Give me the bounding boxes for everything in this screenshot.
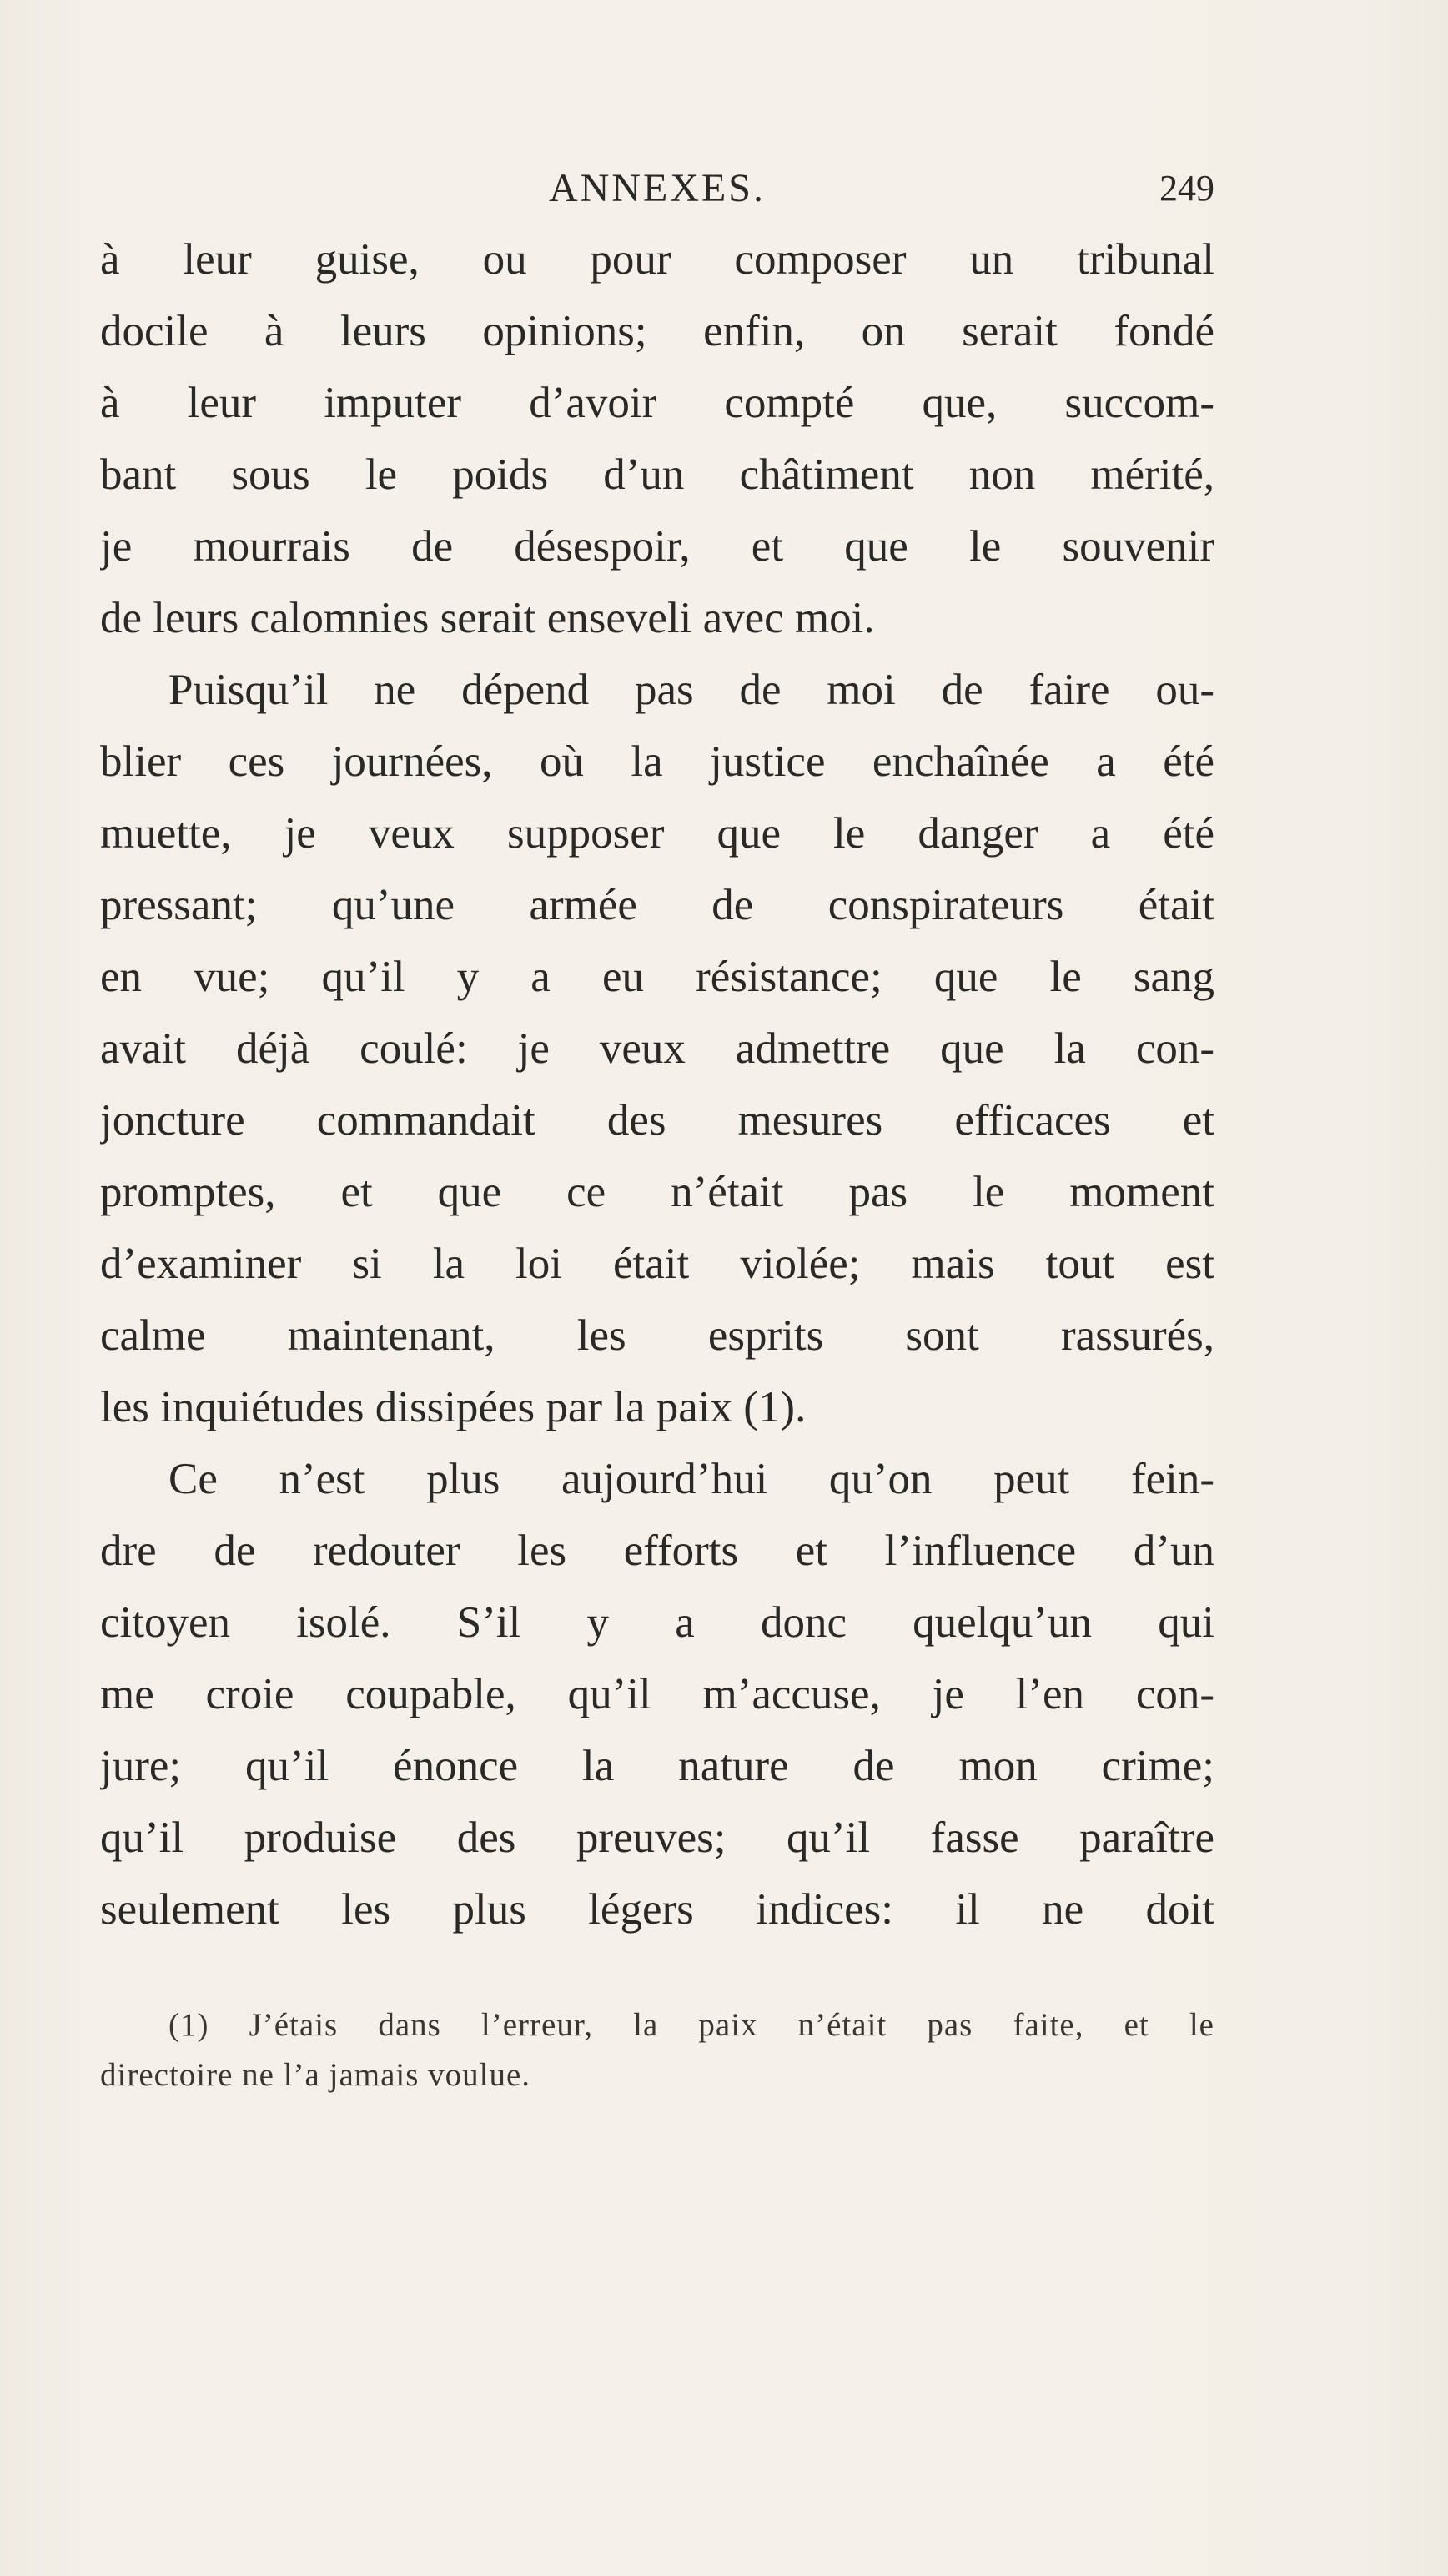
paragraph-start-line: Ce n’est plus aujourd’hui qu’on peut fein-	[168, 1455, 1214, 1503]
text-line: docile à leurs opinions; enfin, on serait fondé	[100, 307, 1214, 355]
text-line: d’examiner si la loi était violée; mais tout est	[100, 1240, 1214, 1288]
text-line: seulement les plus légers indices: il ne doit	[100, 1885, 1214, 1934]
text-line: en vue; qu’il y a eu résistance; que le sang	[100, 953, 1214, 1001]
text-line: à leur guise, ou pour composer un tribunal	[100, 235, 1214, 284]
text-line: qu’il produise des preuves; qu’il fasse paraître	[100, 1814, 1214, 1862]
paragraph-start-line: Puisqu’il ne dépend pas de moi de faire ou-	[168, 666, 1214, 714]
footnote	[100, 2000, 1214, 2101]
text-line: calme maintenant, les esprits sont rassurés,	[100, 1311, 1214, 1360]
text-line: joncture commandait des mesures efficaces et	[100, 1096, 1214, 1145]
text-line: bant sous le poids d’un châtiment non mérité,	[100, 450, 1214, 499]
text-line: les inquiétudes dissipées par la paix (1).	[100, 1383, 807, 1431]
footnote-line: directoire ne l’a jamais voulue.	[100, 2057, 531, 2093]
footnote-line: (1) J’étais dans l’erreur, la paix n’était pas faite, et le	[168, 2007, 1214, 2043]
text-line: pressant; qu’une armée de conspirateurs était	[100, 881, 1214, 929]
running-title: ANNEXES.	[549, 166, 766, 210]
text-line: muette, je veux supposer que le danger a été	[100, 809, 1214, 858]
text-line: à leur imputer d’avoir compté que, succom-	[100, 379, 1214, 427]
page-number: 249	[1159, 168, 1214, 209]
text-line: jure; qu’il énonce la nature de mon crime;	[100, 1742, 1214, 1790]
text-line: blier ces journées, où la justice enchaînée a été	[100, 737, 1214, 786]
text-line: citoyen isolé. S’il y a donc quelqu’un qui	[100, 1598, 1214, 1647]
text-line: dre de redouter les efforts et l’influence d’un	[100, 1527, 1214, 1575]
text-line: de leurs calomnies serait enseveli avec moi.	[100, 594, 875, 642]
text-line: je mourrais de désespoir, et que le souvenir	[100, 522, 1214, 571]
text-line: avait déjà coulé: je veux admettre que la con-	[100, 1024, 1214, 1073]
running-head	[100, 164, 1214, 214]
text-line: me croie coupable, qu’il m’accuse, je l’en con-	[100, 1670, 1214, 1718]
text-line: promptes, et que ce n’était pas le moment	[100, 1168, 1214, 1216]
body-text	[100, 224, 1214, 1945]
